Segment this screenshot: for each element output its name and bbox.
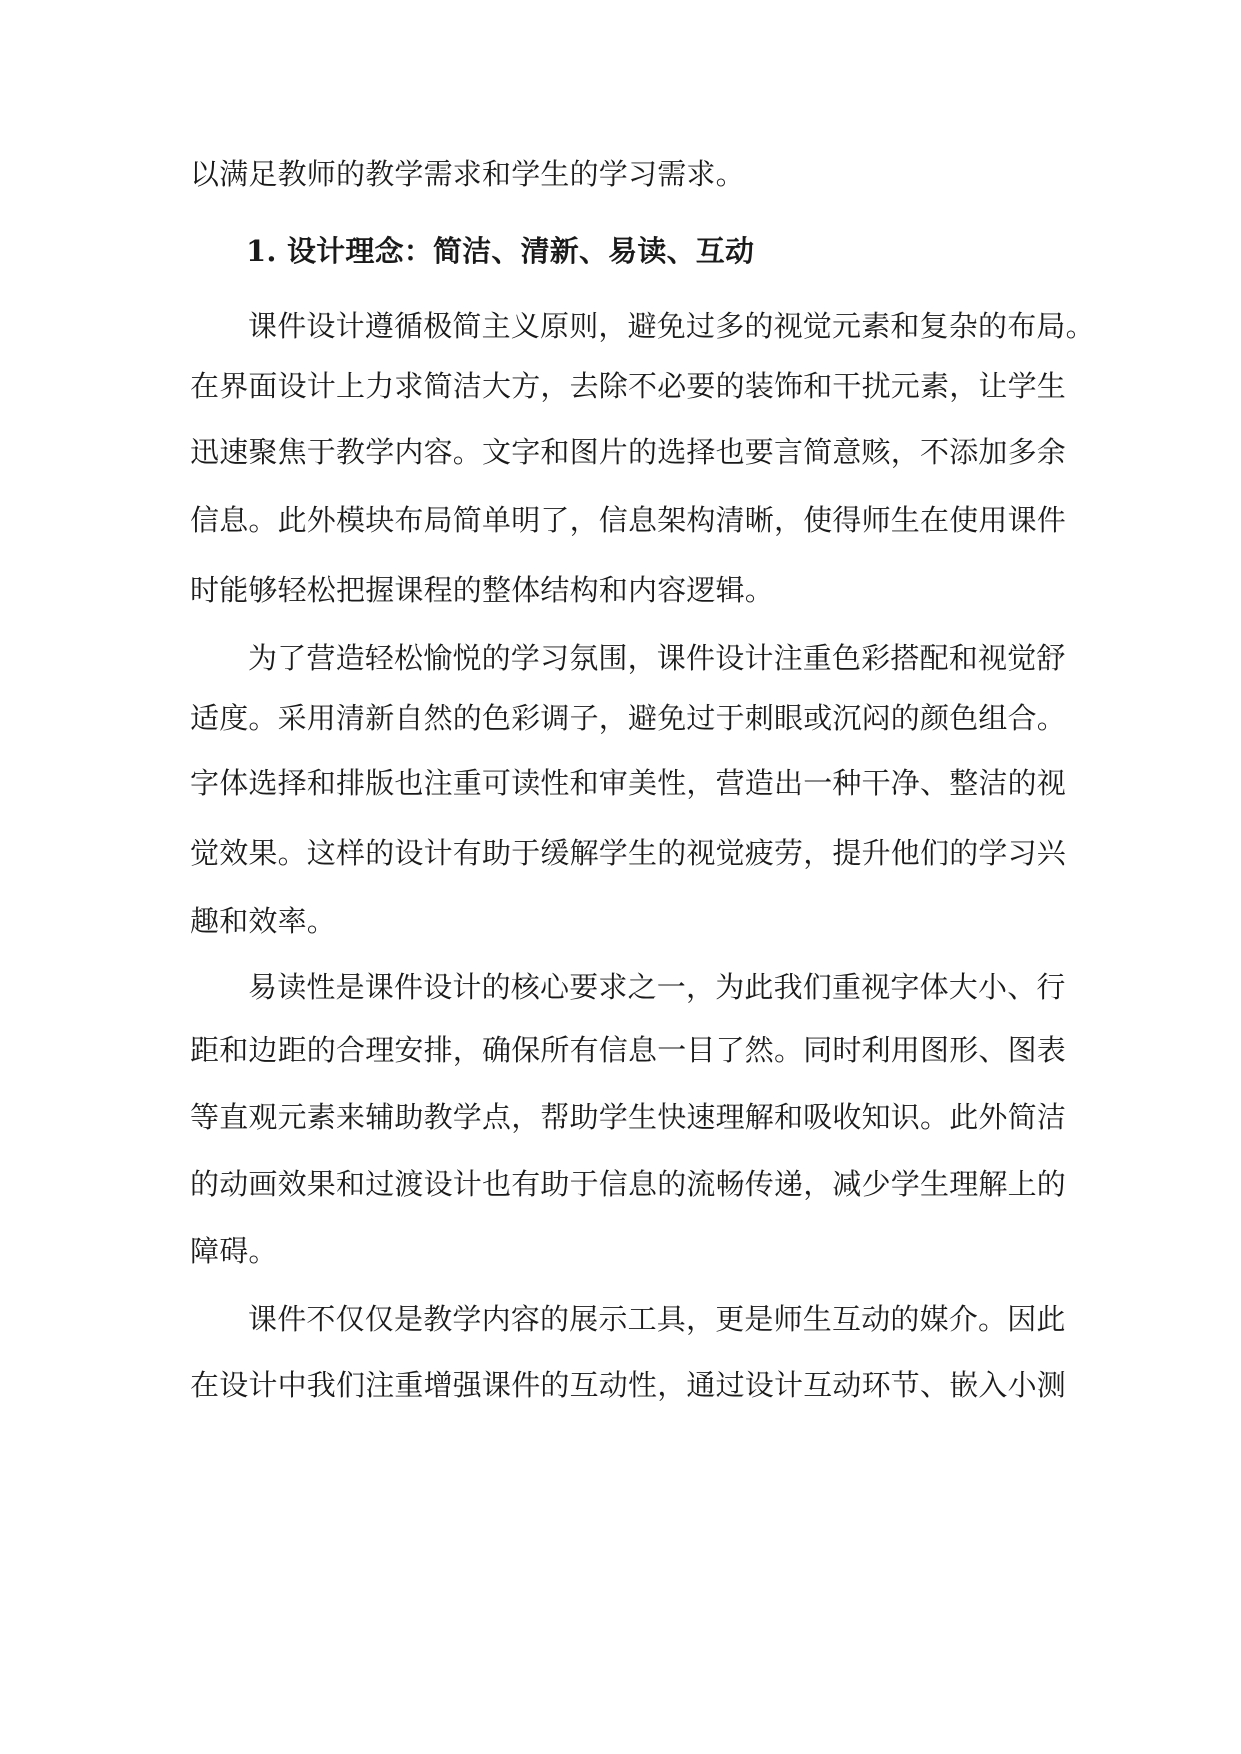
section-heading: 1. 设计理念：简洁、清新、易读、互动 [246, 234, 755, 268]
paragraph-line: 在界面设计上力求简洁大方，去除不必要的装饰和干扰元素，让学生 [190, 369, 1067, 403]
paragraph-line: 字体选择和排版也注重可读性和审美性，营造出一种干净、整洁的视 [190, 766, 1067, 800]
paragraph-line: 觉效果。这样的设计有助于缓解学生的视觉疲劳，提升他们的学习兴 [190, 836, 1067, 870]
paragraph-line: 趣和效率。 [190, 904, 337, 938]
paragraph-line: 信息。此外模块布局简单明了，信息架构清晰，使得师生在使用课件 [190, 503, 1067, 537]
paragraph-line: 易读性是课件设计的核心要求之一，为此我们重视字体大小、行 [248, 970, 1066, 1004]
paragraph-line: 时能够轻松把握课程的整体结构和内容逻辑。 [190, 573, 775, 607]
paragraph-line: 迅速聚焦于教学内容。文字和图片的选择也要言简意赅，不添加多余 [190, 435, 1067, 469]
paragraph-line: 障碍。 [190, 1234, 278, 1268]
paragraph-line: 课件设计遵循极简主义原则，避免过多的视觉元素和复杂的布局。 [248, 309, 1095, 343]
paragraph-line: 以满足教师的教学需求和学生的学习需求。 [190, 157, 745, 191]
paragraph-line: 的动画效果和过渡设计也有助于信息的流畅传递，减少学生理解上的 [190, 1167, 1067, 1201]
paragraph-line: 为了营造轻松愉悦的学习氛围，课件设计注重色彩搭配和视觉舒 [248, 641, 1066, 675]
paragraph-line: 距和边距的合理安排，确保所有信息一目了然。同时利用图形、图表 [190, 1033, 1067, 1067]
paragraph-line: 等直观元素来辅助教学点，帮助学生快速理解和吸收知识。此外简洁 [190, 1100, 1067, 1134]
paragraph-line: 在设计中我们注重增强课件的互动性，通过设计互动环节、嵌入小测 [190, 1368, 1067, 1402]
paragraph-line: 课件不仅仅是教学内容的展示工具，更是师生互动的媒介。因此 [248, 1302, 1066, 1336]
paragraph-line: 适度。采用清新自然的色彩调子，避免过于刺眼或沉闷的颜色组合。 [190, 701, 1067, 735]
